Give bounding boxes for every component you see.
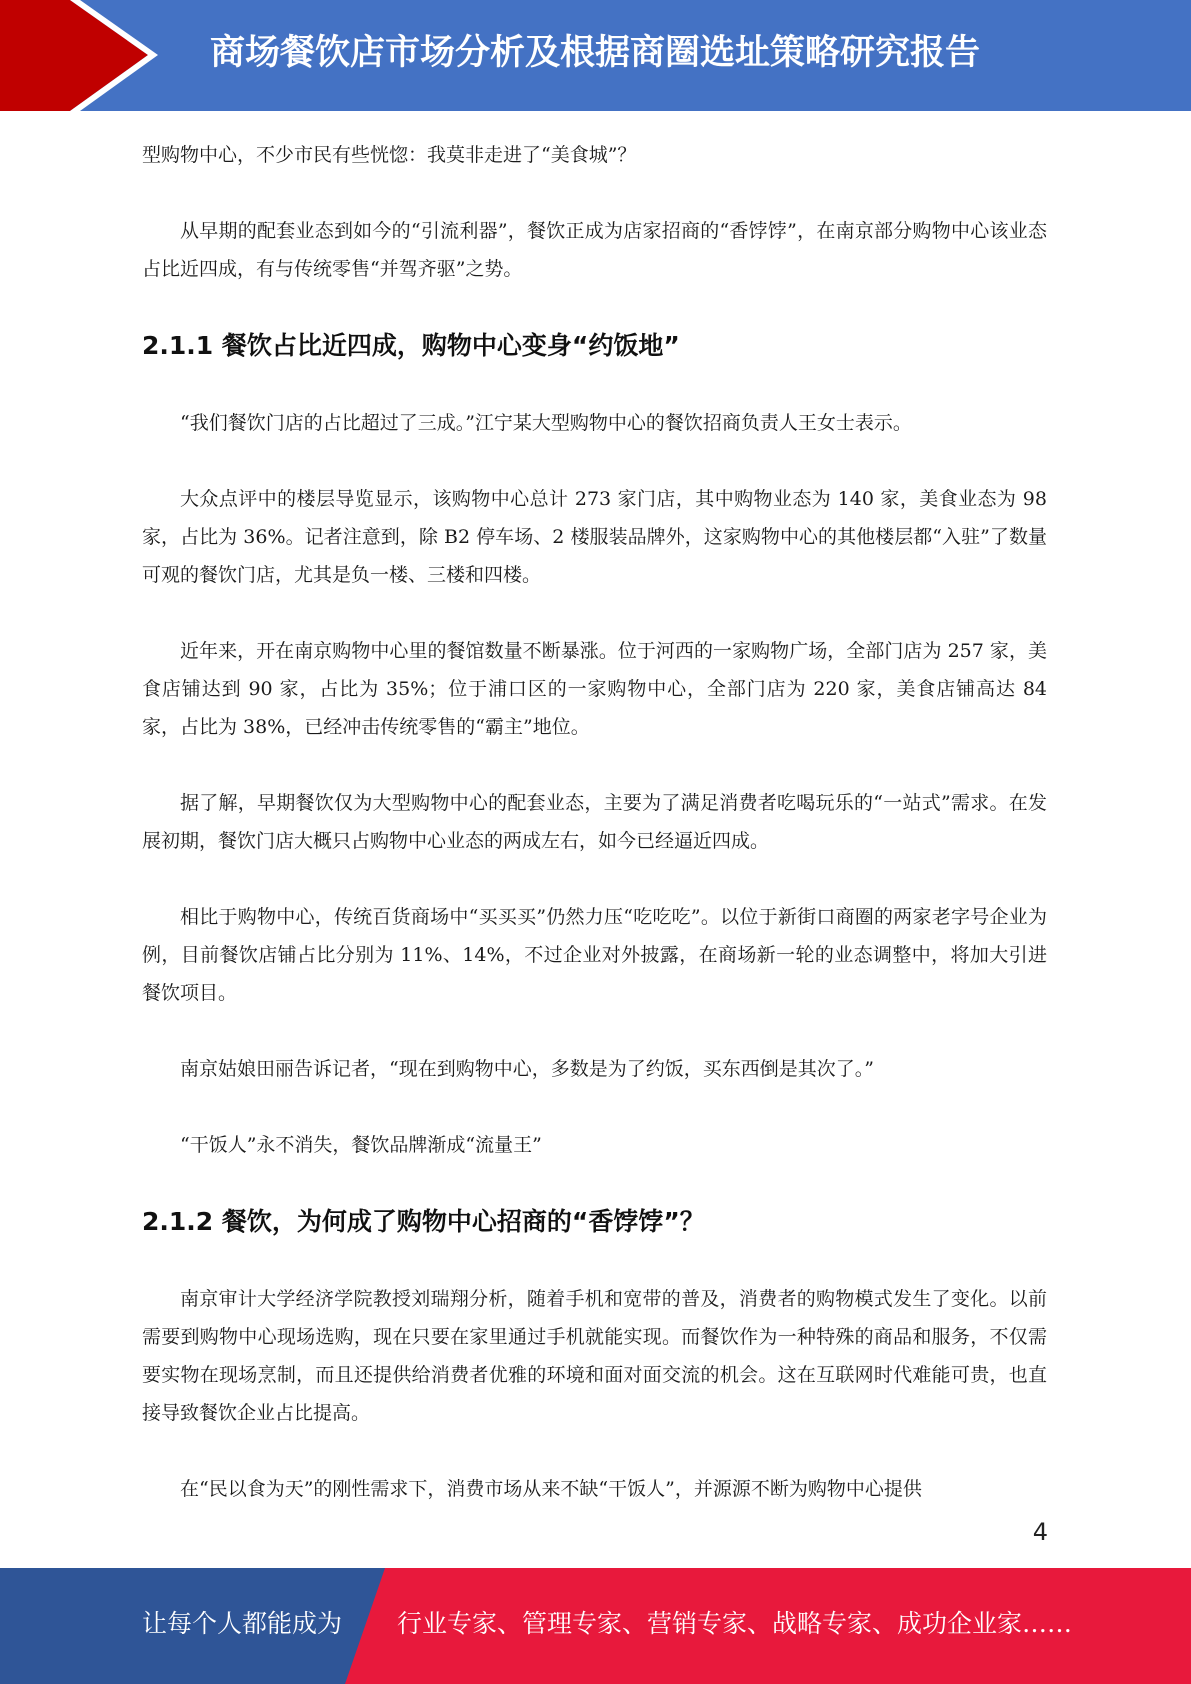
page-footer (0, 1568, 1191, 1684)
page-number: 4 (1032, 1518, 1048, 1546)
document-title: 商场餐饮店市场分析及根据商圈选址策略研究报告 (210, 33, 981, 73)
paragraph: “干饭人”永不消失，餐饮品牌渐成“流量王” (180, 1134, 542, 1156)
section-heading-2-1-2: 2.1.2 餐饮，为何成了购物中心招商的“香饽饽”？ (142, 1207, 705, 1236)
paragraph: 南京姑娘田丽告诉记者，“现在到购物中心，多数是为了约饭，买东西倒是其次了。” (180, 1058, 874, 1080)
page-header (0, 0, 1191, 111)
paragraph: 南京审计大学经济学院教授刘瑞翔分析，随着手机和宽带的普及，消费者的购物模式发生了变化。以前需要到购物中心现场选购，现在只要在家里通过手机就能实现。而餐饮作为一种特殊的商品和服务，不仅需要实物在现场烹制，而且还提供给消费者优雅的环境和面对面交流的机会。这在互联网时代难能可贵，也直接导致餐饮企业占比提高。 (142, 1288, 1047, 1424)
paragraph: 从早期的配套业态到如今的“引流利器”，餐饮正成为店家招商的“香饽饽”，在南京部分购物中心该业态占比近四成，有与传统零售“并驾齐驱”之势。 (142, 220, 1047, 280)
header-chevron-decoration (0, 0, 160, 111)
section-heading-2-1-1: 2.1.1 餐饮占比近四成，购物中心变身“约饭地” (142, 331, 680, 360)
document-body (142, 136, 1047, 1546)
footer-slogan-left: 让每个人都能成为 (142, 1609, 343, 1638)
paragraph: 在“民以食为天”的刚性需求下，消费市场从来不缺“干饭人”，并源源不断为购物中心提供 (180, 1478, 922, 1500)
paragraph: 近年来，开在南京购物中心里的餐馆数量不断暴涨。位于河西的一家购物广场，全部门店为 257 家，美食店铺达到 90 家，占比为 35%；位于浦口区的一家购物中心，全部门店为 220 家，美食店铺高达 84 家，占比为 38%，已经冲击传统零售的“霸主”地位。 (142, 640, 1047, 738)
paragraph: 据了解，早期餐饮仅为大型购物中心的配套业态，主要为了满足消费者吃喝玩乐的“一站式”需求。在发展初期，餐饮门店大概只占购物中心业态的两成左右，如今已经逼近四成。 (142, 792, 1047, 852)
paragraph: 相比于购物中心，传统百货商场中“买买买”仍然力压“吃吃吃”。以位于新街口商圈的两家老字号企业为例，目前餐饮店铺占比分别为 11%、14%，不过企业对外披露，在商场新一轮的业态调整中，将加大引进餐饮项目。 (142, 906, 1047, 1004)
paragraph: 大众点评中的楼层导览显示，该购物中心总计 273 家门店，其中购物业态为 140 家，美食业态为 98 家，占比为 36%。记者注意到，除 B2 停车场、2 楼服装品牌外，这家购物中心的其他楼层都“入驻”了数量可观的餐饮门店，尤其是负一楼、三楼和四楼。 (142, 488, 1047, 586)
paragraph: “我们餐饮门店的占比超过了三成。”江宁某大型购物中心的餐饮招商负责人王女士表示。 (180, 412, 912, 434)
paragraph: 型购物中心，不少市民有些恍惚：我莫非走进了“美食城”？ (142, 144, 637, 166)
footer-slogan-right: 行业专家、管理专家、营销专家、战略专家、成功企业家…… (397, 1609, 1073, 1638)
